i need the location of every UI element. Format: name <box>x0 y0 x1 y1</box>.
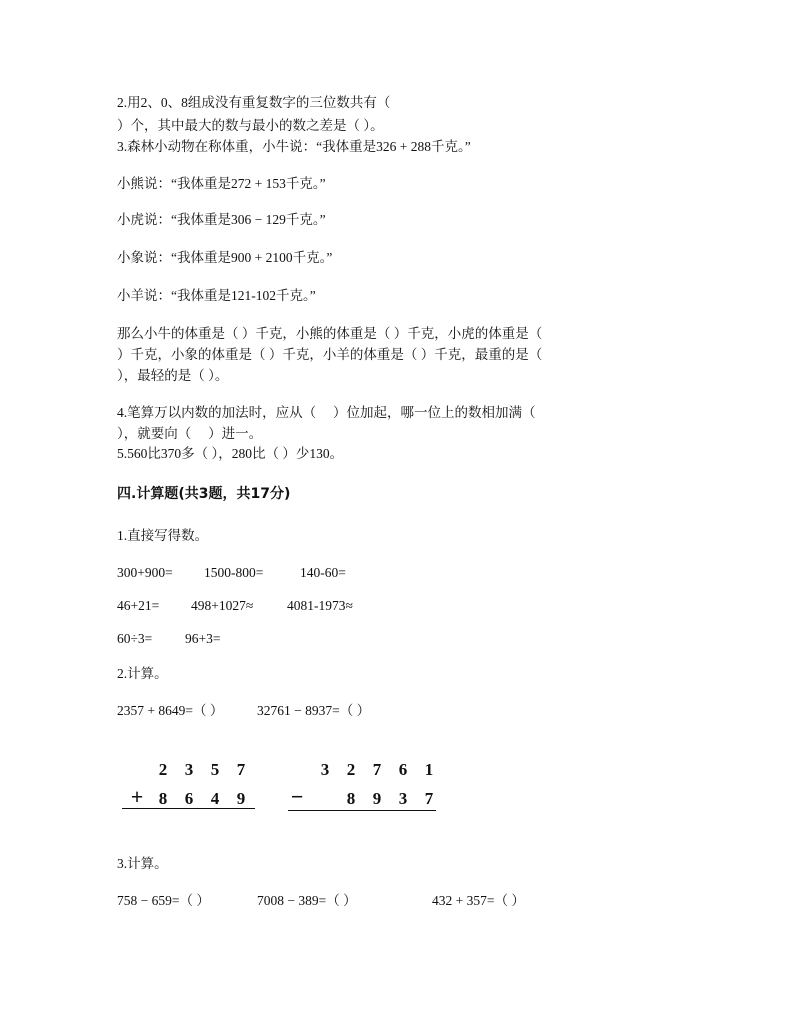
addition-underline <box>122 808 255 809</box>
calc-item: 60÷3= <box>117 631 153 646</box>
digit: 3 <box>184 760 194 779</box>
q3-sheep: 小羊说：“我体重是121-102千克。” <box>117 288 316 303</box>
calc-item: 300+900= <box>117 565 173 580</box>
digit: 7 <box>372 760 382 779</box>
calc-item: 46+21= <box>117 598 160 613</box>
digit: 9 <box>236 789 246 808</box>
calc3-expressions <box>117 892 525 910</box>
vertical-subtraction-bottom <box>284 784 442 810</box>
digit: 3 <box>398 789 408 808</box>
digit: 1 <box>424 760 434 779</box>
vertical-addition-top <box>150 760 254 780</box>
digit: 7 <box>424 789 434 808</box>
q2-line1: 2.用2、0、8组成没有重复数字的三位数共有（ <box>117 95 391 110</box>
calc1-row2 <box>117 597 353 615</box>
digit: 4 <box>210 789 220 808</box>
section-title: 四.计算题(共3题，共17分) <box>117 486 291 502</box>
calc2-expressions <box>117 702 370 720</box>
q3-question-line1: 那么小牛的体重是（ ）千克，小熊的体重是（ ）千克，小虎的体重是（ <box>117 326 543 341</box>
digit: 5 <box>210 760 220 779</box>
plus-sign: + <box>130 784 144 809</box>
calc1-row1 <box>117 564 346 582</box>
calc1-title: 1.直接写得数。 <box>117 528 209 543</box>
vertical-subtraction <box>288 756 438 816</box>
q3-elephant: 小象说：“我体重是900 + 2100千克。” <box>117 250 333 265</box>
calc-item: 96+3= <box>185 631 221 646</box>
q5: 5.560比370多（ ），280比（ ）少130。 <box>117 446 344 461</box>
q3-tiger: 小虎说：“我体重是306 − 129千克。” <box>117 212 326 227</box>
calc1-row3 <box>117 630 220 648</box>
vertical-subtraction-top <box>312 760 442 780</box>
digit: 2 <box>158 760 168 779</box>
digit: 6 <box>398 760 408 779</box>
q3-intro: 3.森林小动物在称体重，小牛说：“我体重是326 + 288千克。” <box>117 139 471 154</box>
calc-expression: 432 + 357=（ ） <box>432 893 525 908</box>
q4-line2: ），就要向（ ）进一。 <box>117 426 263 441</box>
digit: 7 <box>236 760 246 779</box>
calc-expression: 2357 + 8649=（ ） <box>117 703 224 718</box>
vertical-addition-bottom <box>124 784 254 810</box>
calc-item: 140-60= <box>300 565 346 580</box>
calc-expression: 7008 − 389=（ ） <box>257 893 357 908</box>
q3-bear: 小熊说：“我体重是272 + 153千克。” <box>117 176 326 191</box>
vertical-addition <box>120 756 260 816</box>
calc-item: 498+1027≈ <box>191 598 254 613</box>
calc-item: 4081-1973≈ <box>287 598 353 613</box>
subtraction-underline <box>288 810 436 811</box>
digit: 8 <box>158 789 168 808</box>
digit: 9 <box>372 789 382 808</box>
minus-sign: − <box>290 784 304 809</box>
q3-question-line2: ）千克，小象的体重是（ ）千克，小羊的体重是（ ）千克，最重的是（ <box>117 347 543 362</box>
digit: 3 <box>320 760 330 779</box>
calc-expression: 758 − 659=（ ） <box>117 893 210 908</box>
q3-question-line3: ），最轻的是（ ）。 <box>117 368 229 383</box>
calc2-title: 2.计算。 <box>117 666 168 681</box>
q2-line2: ）个，其中最大的数与最小的数之差是（ ）。 <box>117 118 384 133</box>
digit: 6 <box>184 789 194 808</box>
digit: 8 <box>346 789 356 808</box>
digit: 2 <box>346 760 356 779</box>
calc-expression: 32761 − 8937=（ ） <box>257 703 371 718</box>
calc-item: 1500-800= <box>204 565 264 580</box>
calc3-title: 3.计算。 <box>117 856 168 871</box>
q4-line1: 4.笔算万以内数的加法时，应从（ ）位加起，哪一位上的数相加满（ <box>117 405 536 420</box>
